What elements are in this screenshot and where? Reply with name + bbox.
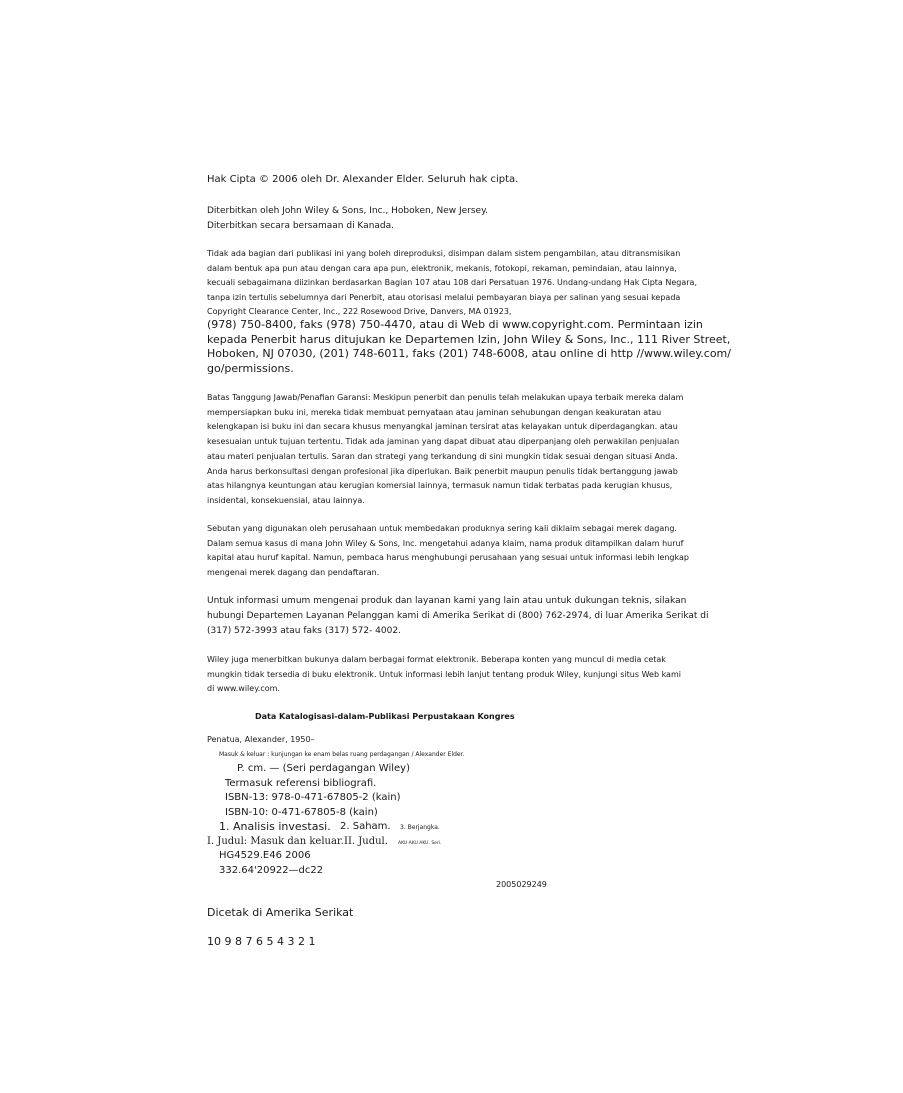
rights-line: dalam bentuk apa pun atau dengan cara apa pun, elektronik, mekanis, fotokopi, rekaman, pemindaian, atau lainnya,: [207, 263, 677, 273]
info-line: (317) 572-3993 atau faks (317) 572- 4002.: [207, 626, 401, 636]
disclaimer-line: atas hilangnya keuntungan atau kerugian komersial lainnya, termasuk namun tidak terbatas pada kerugian khusus,: [207, 481, 673, 491]
trademarks-paragraph: [207, 522, 707, 581]
disclaimer-paragraph: [207, 391, 707, 509]
disclaimer-line: Batas Tanggung Jawab/Penafian Garansi: Meskipun penerbit dan penulis telah melakukan upaya terbaik mereka dalam: [207, 393, 684, 402]
publisher-line: Diterbitkan oleh John Wiley & Sons, Inc., Hoboken, New Jersey.: [207, 206, 488, 216]
cip-title-entry-3: AKU AKU AKU. Seri.: [398, 841, 442, 846]
electronic-paragraph: [207, 653, 707, 697]
permissions-paragraph: [207, 318, 731, 376]
disclaimer-line: insidental, konsekuensial, atau lainnya.: [207, 495, 365, 505]
electronic-line: mungkin tidak tersedia di buku elektronik. Untuk informasi lebih lanjut tentang produk Wiley, kunjungi situs Web kami: [207, 669, 681, 679]
publisher-block: [207, 204, 707, 234]
disclaimer-line: Anda harus berkonsultasi dengan profesional jika diperlukan. Baik penerbit maupun penulis tidak bertanggung jawab: [207, 466, 678, 476]
cip-lccn: 2005029249: [496, 880, 547, 889]
cip-series: P. cm. — (Seri perdagangan Wiley): [237, 763, 410, 774]
electronic-line: di www.wiley.com.: [207, 684, 280, 694]
disclaimer-line: kesesuaian untuk tujuan tertentu. Tidak ada jaminan yang dapat dibuat atau diperpanjang oleh perwakilan penjualan: [207, 437, 680, 447]
permissions-line: kepada Penerbit harus ditujukan ke Departemen Izin, John Wiley & Sons, Inc., 111 River Street,: [207, 332, 731, 346]
trademarks-line: Dalam semua kasus di mana John Wiley & Sons, Inc. mengetahui adanya klaim, nama produk ditampilkan dalam huruf: [207, 538, 684, 548]
printed-in: Dicetak di Amerika Serikat: [207, 906, 354, 919]
cip-isbn13: ISBN-13: 978-0-471-67805-2 (kain): [225, 792, 401, 803]
printing-line: 10 9 8 7 6 5 4 3 2 1: [207, 935, 316, 948]
disclaimer-line: kelengkapan isi buku ini dan secara khusus menyangkal jaminan tersirat atas kelayakan untuk diperdagangkan. atau: [207, 422, 678, 432]
trademarks-line: mengenai merek dagang dan pendaftaran.: [207, 568, 380, 578]
cip-heading: Data Katalogisasi-dalam-Publikasi Perpustakaan Kongres: [255, 712, 515, 721]
rights-line: Tidak ada bagian dari publikasi ini yang boleh direproduksi, disimpan dalam sistem pengambilan, atau ditransmisikan: [207, 249, 681, 258]
cip-title-entry-2: II. Judul.: [344, 836, 388, 847]
disclaimer-line: mempersiapkan buku ini, mereka tidak membuat pernyataan atau jaminan sehubungan dengan keakuratan atau: [207, 407, 662, 417]
electronic-line: Wiley juga menerbitkan bukunya dalam berbagai format elektronik. Beberapa konten yang muncul di media cetak: [207, 655, 666, 664]
rights-line: tanpa izin tertulis sebelumnya dari Penerbit, atau otorisasi melalui pembayaran biaya per salinan yang sesuai kepada: [207, 292, 681, 302]
cip-title: Masuk & keluar : kunjungan ke enam belas ruang perdagangan / Alexander Elder.: [219, 751, 465, 758]
cip-lc-classification: HG4529.E46 2006: [219, 850, 311, 861]
info-paragraph: [207, 594, 707, 639]
publisher-line: Diterbitkan secara bersamaan di Kanada.: [207, 221, 394, 231]
cip-title-entry-1: I. Judul: Masuk dan keluar.: [207, 836, 344, 847]
cip-isbn10: ISBN-10: 0-471-67805-8 (kain): [225, 807, 378, 818]
permissions-line: (978) 750-8400, faks (978) 750-4470, atau di Web di www.copyright.com. Permintaan izin: [207, 318, 703, 331]
cip-subject-1: 1. Analisis investasi.: [219, 820, 331, 833]
info-line: Untuk informasi umum mengenai produk dan layanan kami yang lain atau untuk dukungan teknis, silakan: [207, 596, 687, 606]
permissions-line: go/permissions.: [207, 361, 294, 375]
rights-line: kecuali sebagaimana diizinkan berdasarkan Bagian 107 atau 108 dari Persatuan 1976. Undang-undang Hak Cipta Negara,: [207, 278, 697, 287]
rights-paragraph: [207, 247, 707, 320]
permissions-line: Hoboken, NJ 07030, (201) 748-6011, faks (201) 748-6008, atau online di http //www.wiley.com/: [207, 347, 731, 360]
cip-subject-2: 2. Saham.: [340, 821, 391, 832]
cip-bibliography: Termasuk referensi bibliografi.: [225, 778, 377, 789]
cip-dewey-classification: 332.64'20922—dc22: [219, 865, 324, 876]
info-line: hubungi Departemen Layanan Pelanggan kami di Amerika Serikat di (800) 762-2974, di luar Amerika Serikat di: [207, 611, 709, 621]
cip-author: Penatua, Alexander, 1950–: [207, 735, 315, 744]
trademarks-line: Sebutan yang digunakan oleh perusahaan untuk membedakan produknya sering kali diklaim sebagai merek dagang.: [207, 524, 677, 533]
rights-line: Copyright Clearance Center, Inc., 222 Rosewood Drive, Danvers, MA 01923,: [207, 307, 512, 316]
copyright-notice: Hak Cipta © 2006 oleh Dr. Alexander Elder. Seluruh hak cipta.: [207, 174, 519, 185]
disclaimer-line: atau materi penjualan tertulis. Saran dan strategi yang terkandung di sini mungkin tidak sesuai dengan situasi Anda.: [207, 451, 678, 461]
trademarks-line: kapital atau huruf kapital. Namun, pembaca harus menghubungi perusahaan yang sesuai untuk informasi lebih lengkap: [207, 553, 689, 563]
cip-subject-3: 3. Berjangka.: [400, 824, 440, 831]
